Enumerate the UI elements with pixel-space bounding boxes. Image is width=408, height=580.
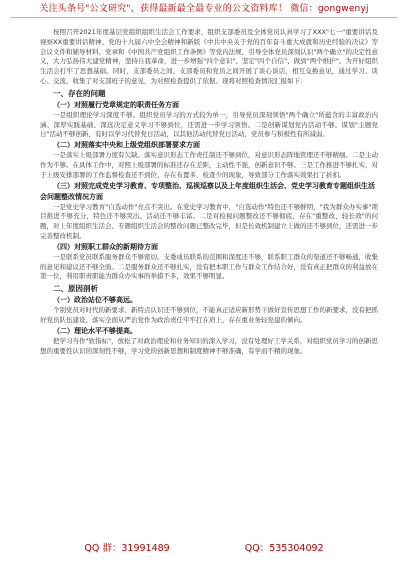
footer-qq-group: QQ 群：31991489 — [84, 543, 170, 554]
subsection-text-6: 把学习当作"软指标"，放松了对政治理论和业务知识的深入学习，没有处理好工学关系，对组织党员学习的创新思想的重要性认识的深刻性不够，学习党的创新思想和制度精神不够准确，有学而不精的现象。 — [40, 336, 378, 355]
subsection-text-1: 一是组织理论学习深度不够。组织党员学习的方式较为单一，引导党员深刻领悟"两个确立"所蕴含的丰富政治内涵、深厚实践基础、深远决定意义学习不够到位，还需进一步学习领悟。二是创新谋划党内活动不够。谋划"主题党日"活动不够创新，有时以学习代替党日活动，以其他活动代替党日活动，党员参与积极性有所减弱。 — [40, 110, 378, 139]
document-body — [40, 28, 378, 356]
footer-contacts — [0, 542, 408, 556]
subsection-title-6: （二）理论水平不够提高。 — [53, 326, 137, 335]
subsection-title-3: （三）对照完成党史学习教育、专项整治、巡视巡察以及上年度组织生活会、党史学习教育专题组织生活会问题整改情况方面 — [40, 181, 375, 201]
subsection-title-5: （一）政治站位不够高远。 — [53, 296, 137, 305]
intro-paragraph: 按照召开2021年度基层党组织组织生活会工作要求，组织支部委员及全体党员认真学习了XXX"七一"重要讲话及视察XX重要讲话精神、党的十九届六中全会精神和新版《中共中央关于党的百年奋斗重大成就和历史经验的决议》等会议文件和辅导材料、党章和《中国共产党组织工作条例》等党内法规，引导全体党员深刻认识"两个确立"的决定性意义，大力弘扬伟大建党精神，坚持自我革命，进一步增强"四个意识"、坚定"四个自信"、做到"两个维护"。为开好组织生活会打牢了思想基础。同时，支部委员之间、支部委员和党员之间开展了谈心谈话，相互交换意见，通过学习、谈心、交流，收集了对支部班子的意见，为对照检查提供了依据。现将对照检查情况汇报如下： — [40, 28, 378, 85]
header-divider — [10, 17, 398, 18]
subsection-text-2: 一是落实上级部署力度有欠缺。落实意识形态工作责任制还不够到位，对意识形态阵地管理还不够精细。二是主动作为不够。在具体工作中，对照上级部署的标准还存在差距，主动性不强，创新意识不够。三是工作推进不够扎实，对于上级安排部署的工作监督检查还不到位，存在布置多、检查少的现象，导致部分工作落实效果打了折扣。 — [40, 151, 378, 179]
subsection-title-4: （四）对照职工群众的新期待方面 — [53, 242, 158, 251]
subsection-text-5: 个别党员对时代的新要求、新特点认识还不够到位，不能真正适应新形势下做好宣传思想工作的新要求，没有把抓好党员队伍建设、落实全面从严治党作为政治责任牢牢扛在肩上，存在重业务轻党建的倾向。 — [40, 306, 378, 324]
footer-qq: QQ：535304092 — [244, 543, 324, 554]
subsection-text-3: 一是党史学习教育"自选动作"亮点不突出。在党史学习教育中，"自选动作"特色还不够鲜明，"我为群众办实事"项目推进不够充分，特色还不够突出。活动还不够丰富。二是对检视问题整改还不够彻底，存在"重整改、轻长效"的问题，对上年度组织生活会、专题组织生活会的整改问题已整改完毕，但是长效机制建立上做的还不够到位，还需进一步完善整改机制。 — [40, 202, 378, 240]
section-title-causes: 二、原因剖析 — [53, 284, 98, 294]
subsection-text-4: 一是联系党员联系服务群众不够密切。支委成员联系的范围和深度还不够，联系职工群众的渠道还不够畅通，收集的意见和建议还不够全面。二是服务群众还不够扎实，没有把本职工作与群众工作结合好，没有真正把群众的利益放在第一位，利用职责职能为群众办实事的举措不多，效果不够明显。 — [40, 252, 378, 281]
section-title-problems: 一、存在的问题 — [53, 88, 106, 98]
subsection-title-1: （一）对照履行党章规定的职责任务方面 — [53, 100, 179, 109]
header-banner: 关注头条号"公文研究"，获得最新最全最专业的公文资料库！ 微信：gongwenyj — [39, 4, 369, 14]
subsection-title-2: （二）对照落实中央和上级党组织部署要求方面 — [53, 141, 200, 150]
